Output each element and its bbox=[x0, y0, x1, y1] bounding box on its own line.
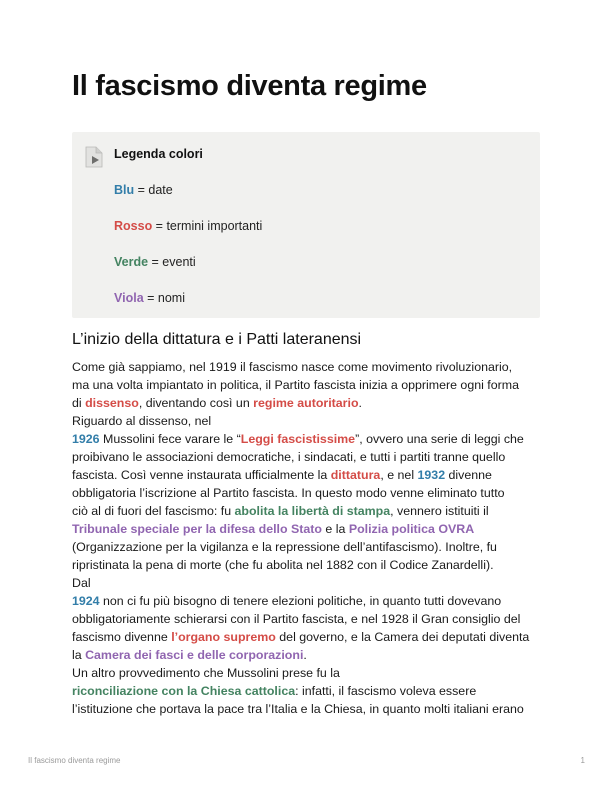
legend-item-blue bbox=[114, 183, 173, 197]
name-highlight: Camera dei fasci e delle corporazioni bbox=[85, 648, 304, 662]
text-line bbox=[72, 628, 542, 646]
text-run: , vennero istituiti il bbox=[390, 504, 489, 518]
text-run: Come già sappiamo, nel 1919 il fascismo nasce come movimento rivoluzionario, bbox=[72, 360, 513, 374]
text-line bbox=[72, 592, 542, 610]
text-run: proibivano le associazioni democratiche, i sindacati, e tutti i partiti tranne quello bbox=[72, 450, 506, 464]
text-line bbox=[72, 484, 542, 502]
name-highlight: Tribunale speciale per la difesa dello Stato bbox=[72, 522, 322, 536]
legend-key: Verde bbox=[114, 255, 149, 269]
footer-page-number: 1 bbox=[580, 756, 585, 765]
legend-heading: Legenda colori bbox=[114, 147, 203, 161]
date-highlight: 1924 bbox=[72, 594, 100, 608]
date-highlight: 1932 bbox=[417, 468, 446, 482]
footer-title: Il fascismo diventa regime bbox=[28, 756, 121, 765]
legend-desc: = eventi bbox=[148, 255, 196, 269]
event-highlight: abolita la libertà di stampa bbox=[234, 504, 391, 518]
text-run: (Organizzazione per la vigilanza e la repressione dell’antifascismo). Inoltre, fu bbox=[72, 540, 497, 554]
text-run: obbligatoriamente schierarsi con il Partito fascista, e nel 1928 il Gran consiglio del bbox=[72, 612, 521, 626]
text-line bbox=[72, 520, 542, 538]
term-highlight: Leggi fascistissime bbox=[240, 432, 356, 446]
text-run: , diventando così un bbox=[138, 396, 254, 410]
text-line bbox=[72, 574, 542, 592]
text-line bbox=[72, 556, 542, 574]
text-line bbox=[72, 394, 542, 412]
legend-desc: = date bbox=[134, 183, 173, 197]
date-highlight: 1926 bbox=[72, 432, 100, 446]
legend-callout bbox=[72, 132, 540, 318]
text-run: ciò al di fuori del fascismo: fu bbox=[72, 504, 235, 518]
section-heading: L’inizio della dittatura e i Patti lateranensi bbox=[72, 331, 362, 348]
text-run: la bbox=[72, 648, 86, 662]
legend-desc: = nomi bbox=[143, 291, 185, 305]
legend-item-red bbox=[114, 219, 262, 233]
text-line bbox=[72, 538, 542, 556]
text-run: e la bbox=[321, 522, 349, 536]
text-run: Mussolini fece varare le “ bbox=[99, 432, 241, 446]
legend-item-green bbox=[114, 255, 196, 269]
legend-desc: = termini importanti bbox=[152, 219, 263, 233]
text-run: Dal bbox=[72, 576, 91, 590]
text-run: di bbox=[72, 396, 86, 410]
text-run: non ci fu più bisogno di tenere elezioni politiche, in quanto tutti dovevano bbox=[99, 594, 502, 608]
text-run: obbligatoria l’iscrizione al Partito fascista. In questo modo venne eliminato tutto bbox=[72, 486, 505, 500]
text-run: del governo, e la Camera dei deputati diventa bbox=[275, 630, 530, 644]
text-run: ”, ovvero una serie di leggi che bbox=[355, 432, 524, 446]
legend-key: Blu bbox=[114, 183, 135, 197]
legend-item-purple bbox=[114, 291, 185, 305]
legend-key: Rosso bbox=[114, 219, 153, 233]
text-line bbox=[72, 610, 542, 628]
text-line bbox=[72, 664, 542, 682]
text-run: divenne bbox=[445, 468, 492, 482]
text-run: fascista. Così venne instaurata ufficialmente la bbox=[72, 468, 331, 482]
page-title: Il fascismo diventa regime bbox=[72, 70, 427, 102]
term-highlight: regime autoritario bbox=[253, 396, 359, 410]
text-line bbox=[72, 700, 542, 718]
text-line bbox=[72, 682, 542, 700]
text-run: fascismo divenne bbox=[72, 630, 172, 644]
text-run: . bbox=[303, 648, 307, 662]
text-line bbox=[72, 466, 542, 484]
term-highlight: l’organo supremo bbox=[171, 630, 276, 644]
text-line bbox=[72, 430, 542, 448]
text-line bbox=[72, 646, 542, 664]
document-icon bbox=[84, 146, 104, 168]
body-paragraph bbox=[72, 358, 542, 718]
text-line bbox=[72, 376, 542, 394]
text-line bbox=[72, 358, 542, 376]
legend-key: Viola bbox=[114, 291, 144, 305]
term-highlight: dissenso bbox=[85, 396, 139, 410]
text-run: : infatti, il fascismo voleva essere bbox=[295, 684, 477, 698]
event-highlight: riconciliazione con la Chiesa cattolica bbox=[72, 684, 296, 698]
term-highlight: dittatura bbox=[330, 468, 381, 482]
text-line bbox=[72, 448, 542, 466]
name-highlight: Polizia politica OVRA bbox=[348, 522, 475, 536]
text-run: Riguardo al dissenso, nel bbox=[72, 414, 212, 428]
text-run: ma una volta impiantato in politica, il Partito fascista inizia a opprimere ogni forma bbox=[72, 378, 519, 392]
text-run: ripristinata la pena di morte (che fu abolita nel 1882 con il Codice Zanardelli). bbox=[72, 558, 494, 572]
text-line bbox=[72, 412, 542, 430]
text-run: , e nel bbox=[380, 468, 418, 482]
text-run: l’istituzione che portava la pace tra l’Italia e la Chiesa, in quanto molti italiani erano bbox=[72, 702, 524, 716]
text-run: Un altro provvedimento che Mussolini prese fu la bbox=[72, 666, 340, 680]
text-line bbox=[72, 502, 542, 520]
text-run: . bbox=[358, 396, 362, 410]
